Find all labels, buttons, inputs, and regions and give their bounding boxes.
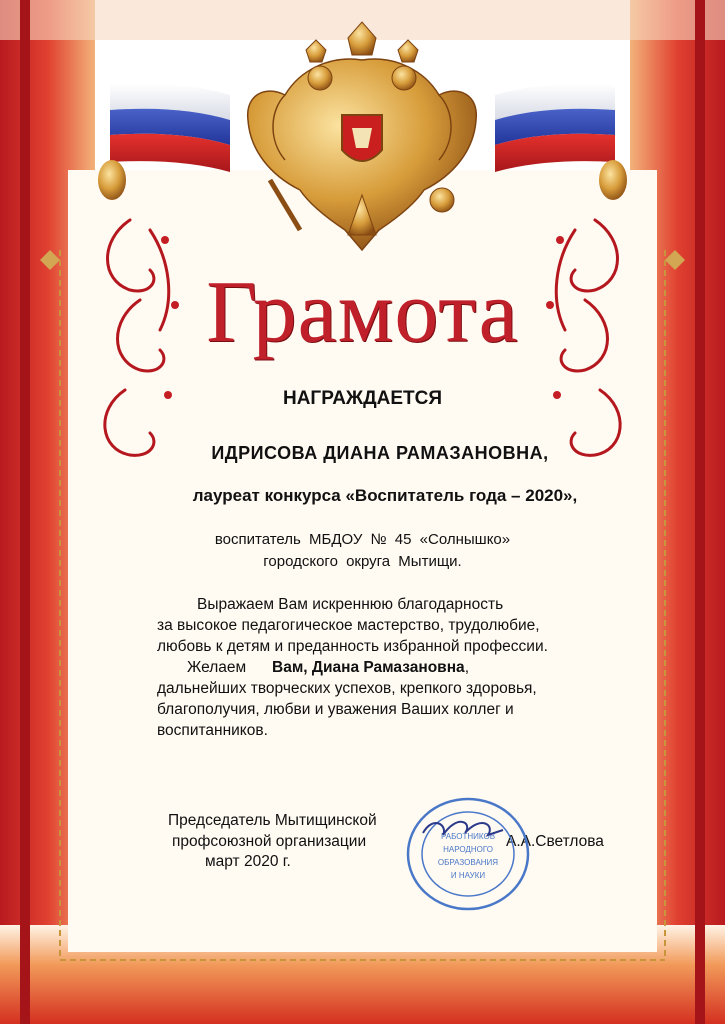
wish-line: дальнейших творческих успехов, крепкого здоровья, — [157, 680, 537, 697]
laureate-line: лауреат конкурса «Воспитатель года – 2020», — [192, 486, 578, 505]
wish-line: благополучия, любви и уважения Ваших коллег и — [157, 701, 514, 718]
body-line: Выражаем Вам искреннюю благодарность — [197, 596, 504, 613]
wish-bold: Вам, Диана Рамазановна — [272, 659, 465, 676]
signer-name: А.А.Светлова — [506, 833, 604, 850]
signer-title-line-1: Председатель Мытищинской — [168, 812, 377, 829]
wish-line — [187, 659, 469, 677]
body-line: за высокое педагогическое мастерство, трудолюбие, — [157, 617, 540, 634]
signer-title-line-2: профсоюзной организации — [172, 833, 367, 850]
wish-suffix: , — [464, 659, 469, 676]
position-line-2: городского округа Мытищи. — [263, 553, 462, 570]
body-line: любовь к детям и преданность избранной профессии. — [157, 638, 548, 655]
stamp-text: И НАУКИ — [450, 871, 486, 880]
stamp-text: ОБРАЗОВАНИЯ — [437, 858, 499, 867]
wish-line: воспитанников. — [157, 722, 268, 739]
official-stamp — [403, 795, 533, 913]
issue-date: март 2020 г. — [205, 853, 291, 870]
recipient-name: ИДРИСОВА ДИАНА РАМАЗАНОВНА, — [211, 443, 549, 463]
stamp-text: НАРОДНОГО — [443, 845, 493, 854]
stamp-text: РАБОТНИКОВ — [440, 832, 496, 841]
certificate-title: Грамота — [206, 264, 519, 361]
wish-prefix: Желаем — [187, 659, 247, 676]
awarded-heading: НАГРАЖДАЕТСЯ — [282, 388, 443, 409]
position-line-1: воспитатель МБДОУ № 45 «Солнышко» — [214, 531, 511, 548]
